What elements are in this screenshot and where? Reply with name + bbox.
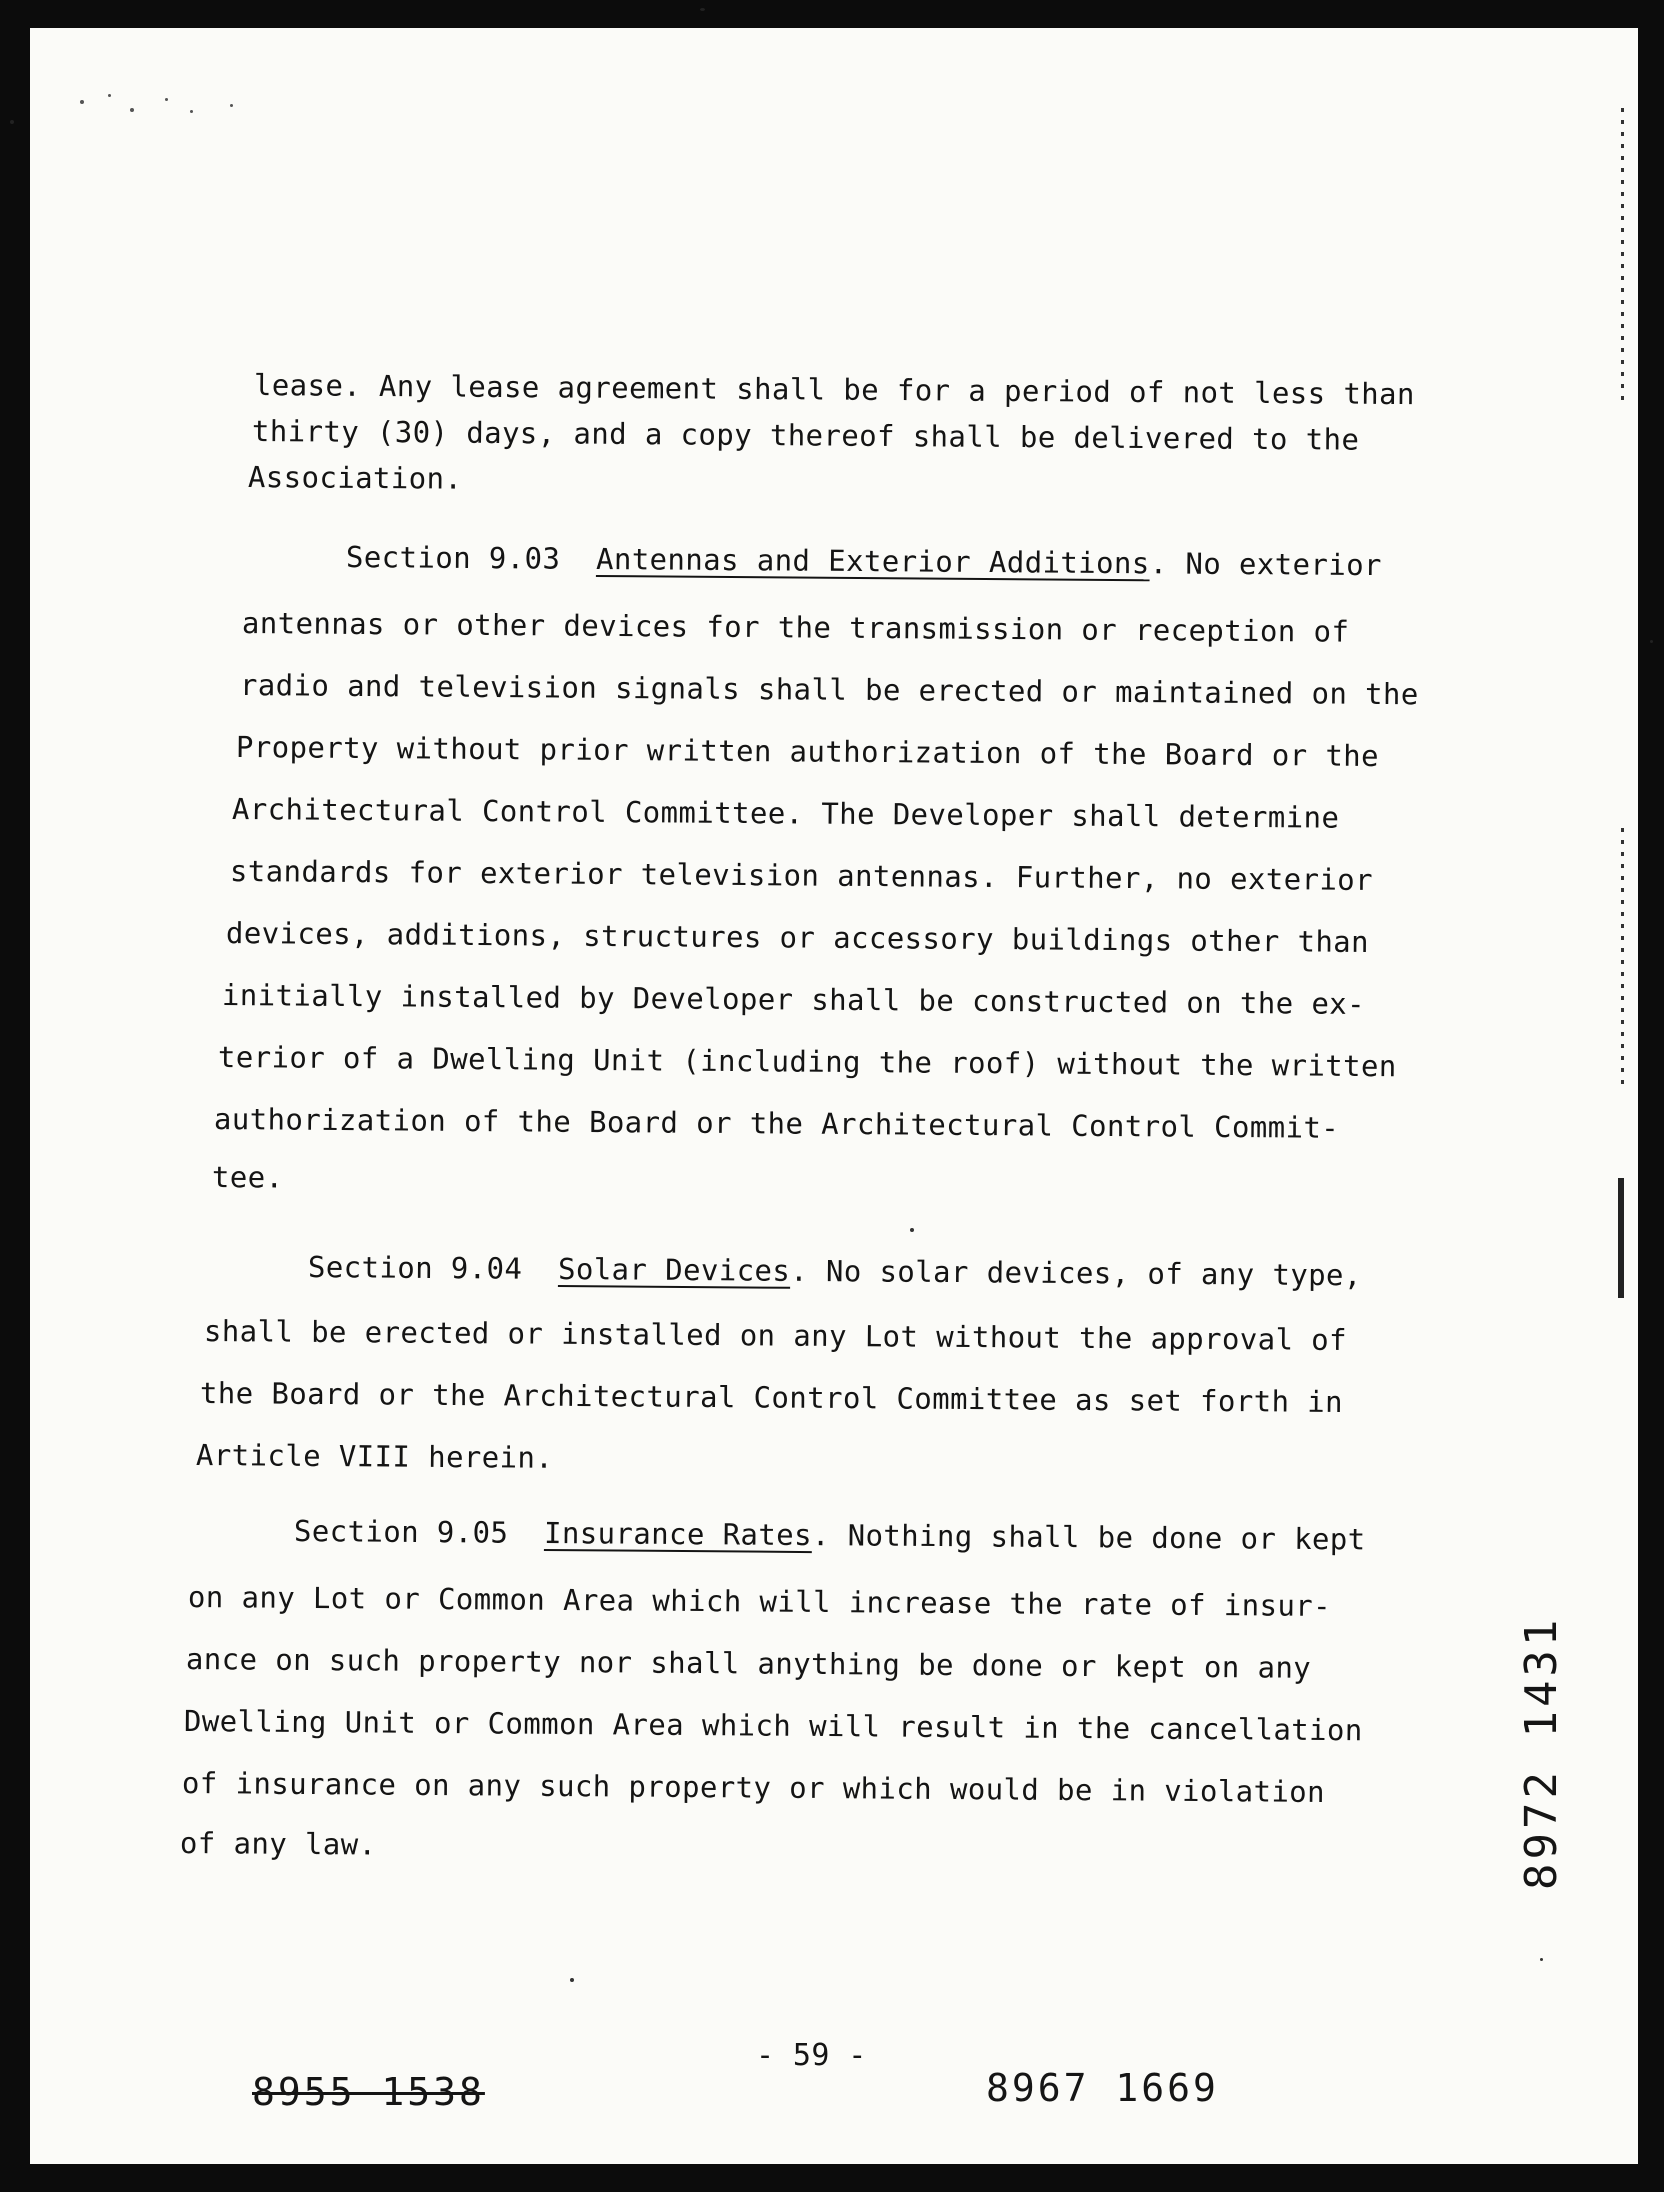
recording-number: 8967 1669	[986, 2066, 1219, 2110]
text-line: the Board or the Architectural Control Committee as set forth in	[199, 1376, 1344, 1419]
text-line: lease. Any lease agreement shall be for a period of not less than	[253, 368, 1415, 412]
text-line: on any Lot or Common Area which will increase the rate of insur-	[187, 1580, 1332, 1623]
section-number: Section 9.03	[345, 540, 561, 576]
section-first-line-rest: . No solar devices, of any type,	[790, 1253, 1362, 1293]
text-line: authorization of the Board or the Architectural Control Commit-	[213, 1102, 1340, 1145]
text-line: antennas or other devices for the transmission or reception of	[241, 606, 1350, 649]
text-line: of insurance on any such property or which would be in violation	[181, 1766, 1326, 1809]
text-line: Dwelling Unit or Common Area which will result in the cancellation	[183, 1704, 1363, 1748]
scan-speck	[1650, 640, 1653, 643]
recording-number-struck: 8955 1538	[252, 2070, 485, 2114]
scan-speck	[700, 8, 705, 11]
section-heading-line	[308, 1250, 1362, 1292]
text-line: thirty (30) days, and a copy thereof shall be delivered to the	[251, 414, 1360, 457]
text-line: of any law.	[179, 1826, 377, 1862]
text-line: radio and television signals shall be erected or maintained on the	[239, 668, 1419, 712]
section-number: Section 9.05	[293, 1514, 509, 1550]
text-line: Property without prior written authorization of the Board or the	[235, 730, 1380, 773]
text-line: terior of a Dwelling Unit (including the roof) without the written	[217, 1040, 1397, 1084]
section-heading: Antennas and Exterior Additions	[595, 541, 1150, 581]
text-line: Architectural Control Committee. The Developer shall determine	[231, 792, 1340, 835]
text-line: shall be erected or installed on any Lot without the approval of	[203, 1314, 1348, 1357]
section-first-line-rest: . Nothing shall be done or kept	[811, 1518, 1366, 1557]
recording-number-vertical: 8972 1431	[1516, 1615, 1567, 1890]
section-first-line-rest: . No exterior	[1149, 546, 1383, 583]
document-page	[30, 28, 1638, 2164]
section-heading-line	[346, 540, 1382, 582]
document-body	[30, 28, 1638, 2164]
text-line: Association.	[247, 460, 463, 496]
text-line: Article VIII herein.	[195, 1438, 554, 1475]
scan-speck	[10, 120, 14, 124]
text-line: devices, additions, structures or accessory buildings other than	[225, 916, 1370, 959]
section-heading: Insurance Rates	[543, 1515, 813, 1553]
section-number: Section 9.04	[307, 1250, 523, 1286]
text-line: ance on such property nor shall anything be done or kept on any	[185, 1642, 1312, 1685]
section-heading-line	[294, 1514, 1366, 1556]
text-line: tee.	[211, 1160, 284, 1195]
text-line: standards for exterior television antennas. Further, no exterior	[229, 854, 1374, 897]
page-number: - 59 -	[756, 2038, 867, 2073]
text-line: initially installed by Developer shall be constructed on the ex-	[221, 978, 1366, 1021]
section-heading: Solar Devices	[557, 1251, 791, 1288]
